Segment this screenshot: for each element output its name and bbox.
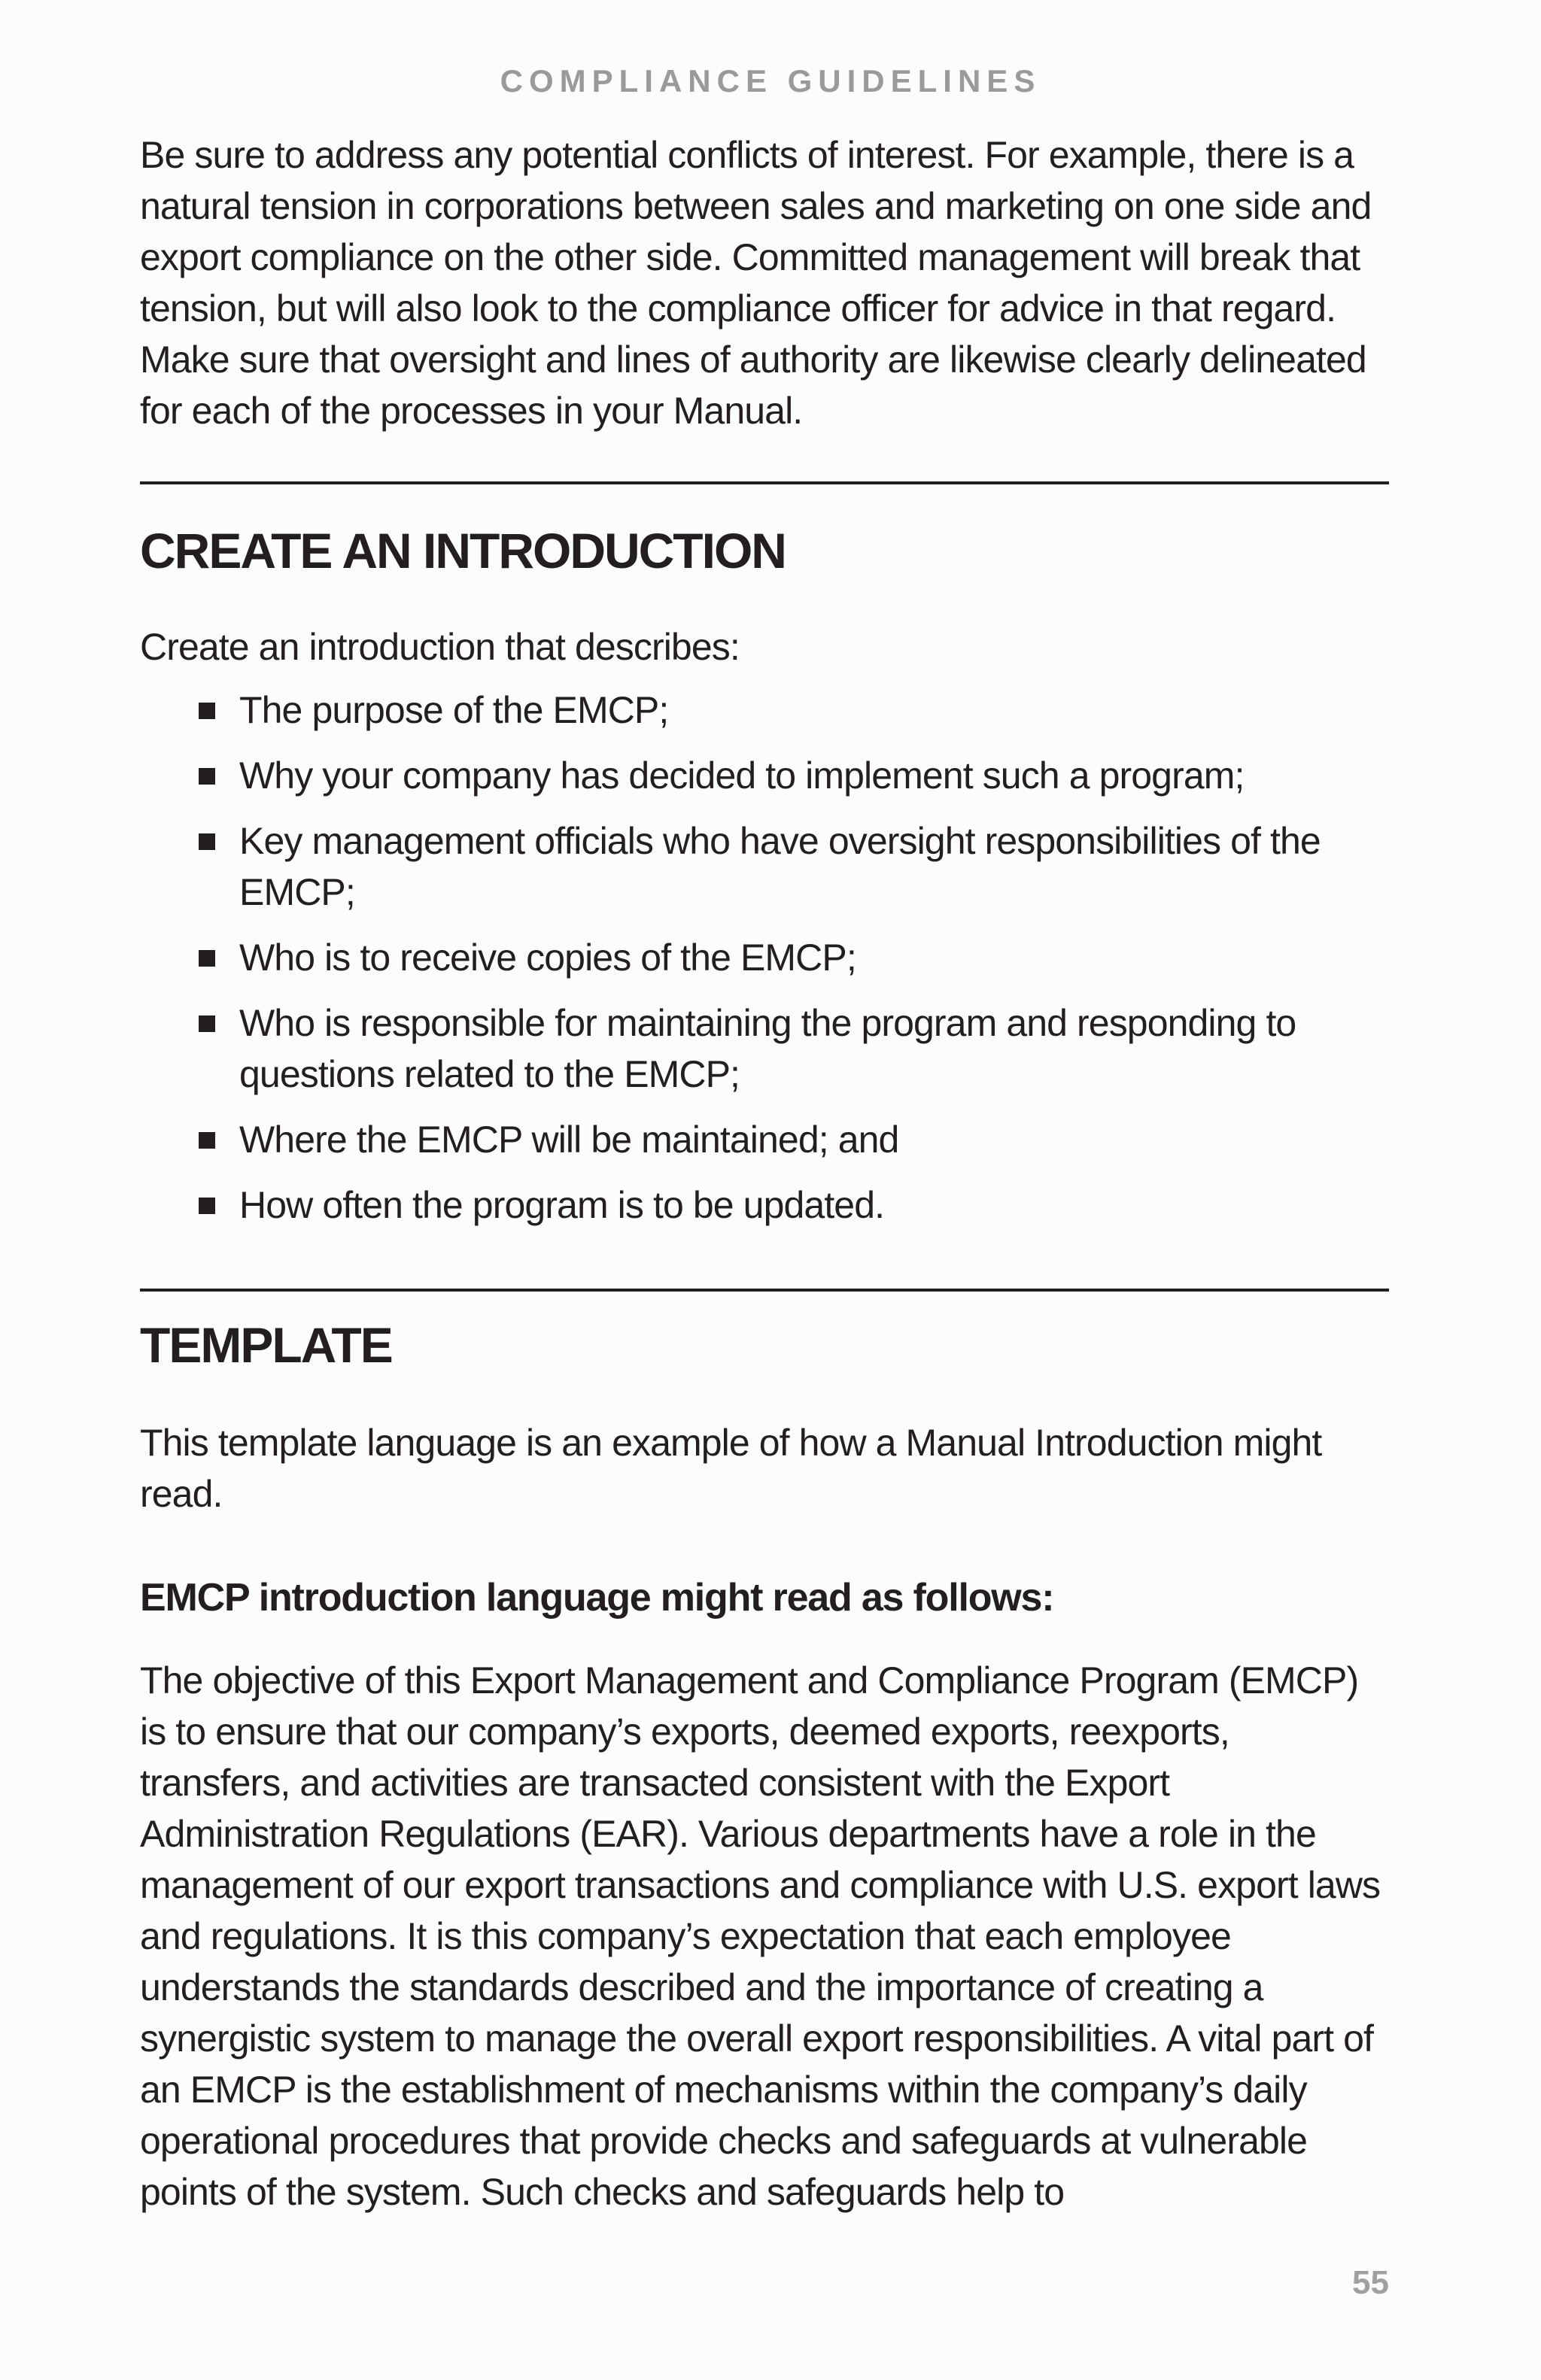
bullet-list bbox=[140, 685, 1389, 1245]
square-bullet-icon bbox=[199, 950, 215, 967]
square-bullet-icon bbox=[199, 703, 215, 719]
bullet-item bbox=[140, 685, 1389, 736]
section-heading-template: TEMPLATE bbox=[140, 1317, 392, 1373]
bullet-item bbox=[140, 1179, 1389, 1231]
section-divider bbox=[140, 1289, 1389, 1292]
square-bullet-icon bbox=[199, 833, 215, 850]
template-intro: This template language is an example of how a Manual Introduction might read. bbox=[140, 1422, 1322, 1515]
page-number: 55 bbox=[1352, 2264, 1389, 2301]
bullet-text: Why your company has decided to implement such a program; bbox=[239, 754, 1245, 797]
bullet-item bbox=[140, 997, 1389, 1100]
bullet-item bbox=[140, 1114, 1389, 1165]
square-bullet-icon bbox=[199, 768, 215, 785]
create-introduction-lead: Create an introduction that describes: bbox=[140, 626, 740, 668]
bullet-text: How often the program is to be updated. bbox=[239, 1184, 885, 1226]
bullet-text: Who is responsible for maintaining the program and responding to questions related to the EMCP; bbox=[239, 1002, 1296, 1095]
bullet-item bbox=[140, 750, 1389, 801]
template-body: The objective of this Export Management and Compliance Program (EMCP) is to ensure that our company’s exports, deemed exports, reexports, transfers, and activities are transacted consistent with the Export Administration Regulations (EAR). Various departments have a role in the management of our export transactions and compliance with U.S. export laws and regulations. It is this company’s expectation that each employee understands the standards described and the importance of creating a synergistic system to manage the overall export responsibilities. A vital part of an EMCP is the establishment of mechanisms within the company’s daily operational procedures that provide checks and safeguards at vulnerable points of the system. Such checks and safeguards help to bbox=[140, 1659, 1381, 2213]
bullet-item bbox=[140, 932, 1389, 983]
square-bullet-icon bbox=[199, 1198, 215, 1214]
section-divider bbox=[140, 481, 1389, 484]
bullet-item bbox=[140, 815, 1389, 918]
square-bullet-icon bbox=[199, 1132, 215, 1149]
bullet-text: The purpose of the EMCP; bbox=[239, 689, 669, 731]
square-bullet-icon bbox=[199, 1015, 215, 1032]
bullet-text: Where the EMCP will be maintained; and bbox=[239, 1119, 899, 1161]
template-subheading: EMCP introduction language might read as follows: bbox=[140, 1576, 1054, 1620]
section-heading-create-introduction: CREATE AN INTRODUCTION bbox=[140, 523, 786, 578]
bullet-text: Key management officials who have oversight responsibilities of the EMCP; bbox=[239, 820, 1321, 913]
running-head: COMPLIANCE GUIDELINES bbox=[500, 63, 1041, 99]
intro-paragraph: Be sure to address any potential conflicts of interest. For example, there is a natural tension in corporations between sales and marketing on one side and export compliance on the other side. Committed management will break that tension, but will also look to the compliance officer for advice in that regard. Make sure that oversight and lines of authority are likewise clearly delineated for each of the processes in your Manual. bbox=[140, 134, 1372, 432]
bullet-text: Who is to receive copies of the EMCP; bbox=[239, 937, 856, 979]
